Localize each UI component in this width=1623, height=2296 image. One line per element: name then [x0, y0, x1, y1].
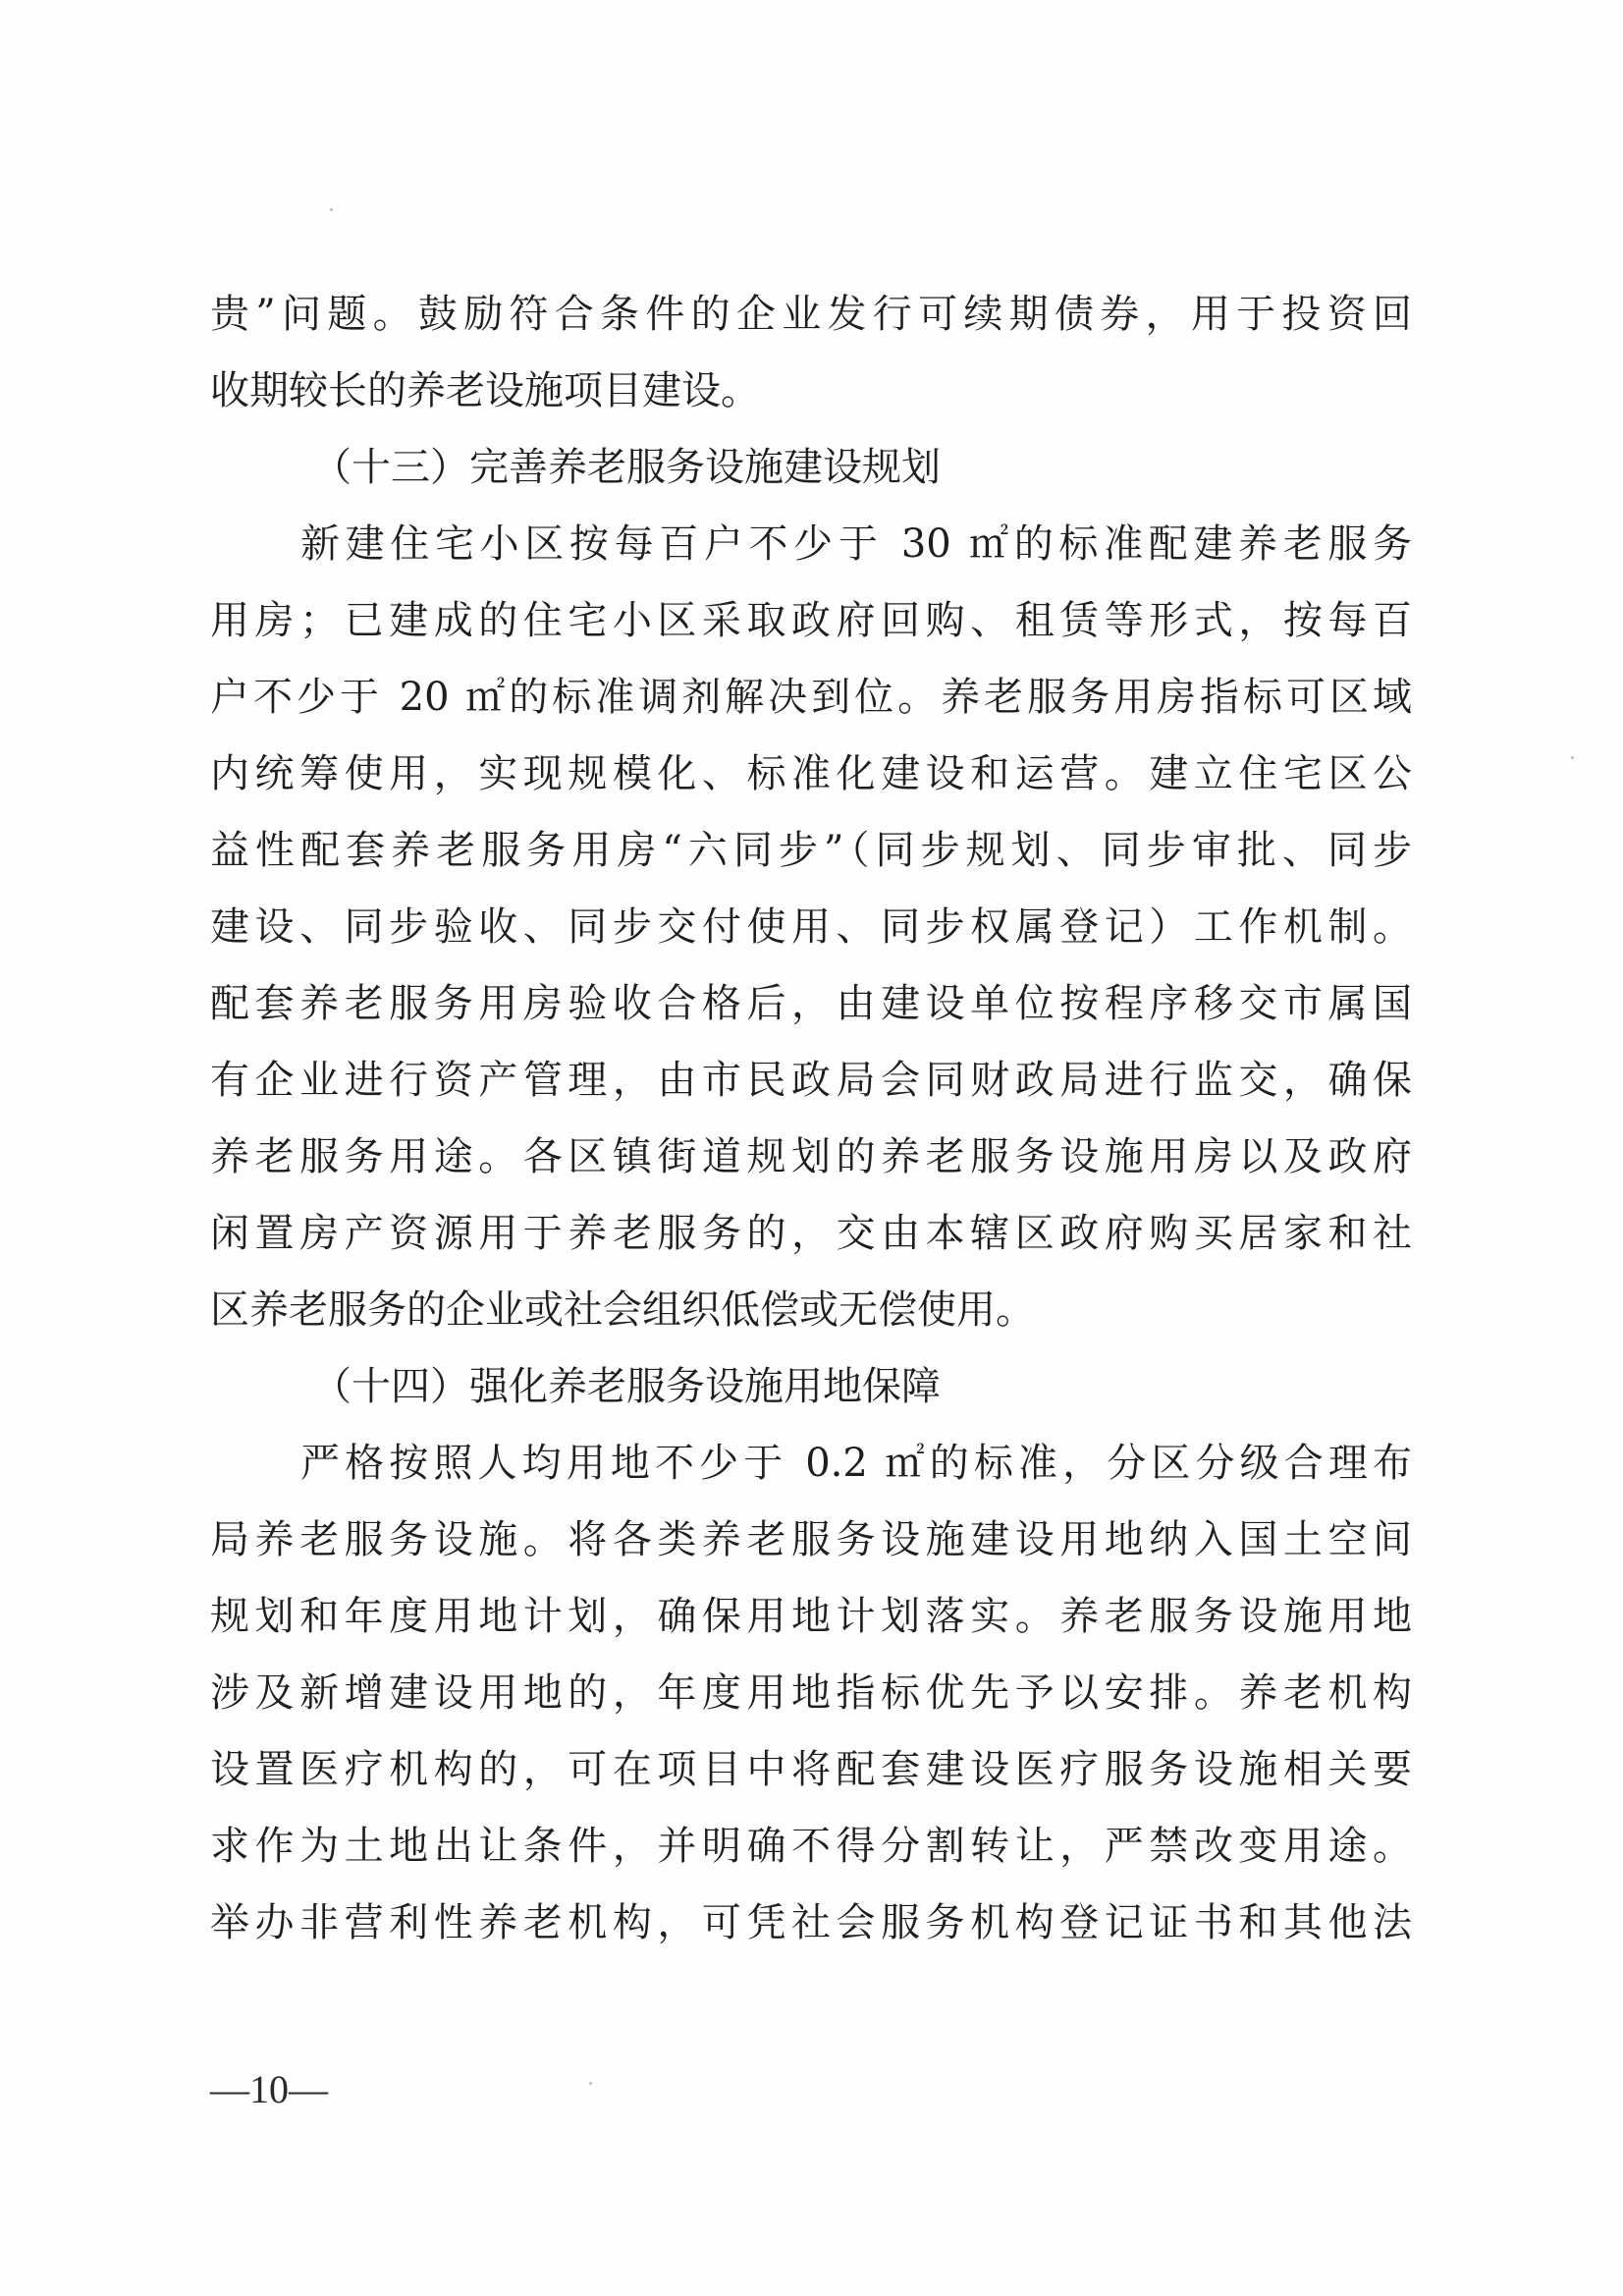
body-line: 区养老服务的企业或社会组织低偿或无偿使用。 — [210, 1287, 1035, 1333]
body-line: 规划和年度用地计划，确保用地计划落实。养老服务设施用地 — [210, 1594, 1412, 1639]
body-line: 内统筹使用，实现规模化、标准化建设和运营。建立住宅区公 — [210, 751, 1412, 796]
scan-speck — [330, 208, 333, 211]
body-line: 养老服务用途。各区镇街道规划的养老服务设施用房以及政府 — [210, 1134, 1412, 1179]
body-line: 闲置房产资源用于养老服务的，交由本辖区政府购买居家和社 — [210, 1211, 1412, 1256]
body-line: 建设、同步验收、同步交付使用、同步权属登记）工作机制。 — [210, 904, 1412, 950]
body-line: 举办非营利性养老机构，可凭社会服务机构登记证书和其他法 — [210, 1900, 1412, 1945]
body-line: 有企业进行资产管理，由市民政局会同财政局进行监交，确保 — [210, 1058, 1412, 1103]
body-line: 求作为土地出让条件，并明确不得分割转让，严禁改变用途。 — [210, 1824, 1412, 1869]
section-heading-13: （十三）完善养老服务设施建设规划 — [312, 445, 941, 490]
section-heading-14: （十四）强化养老服务设施用地保障 — [312, 1364, 941, 1409]
body-line: 局养老服务设施。将各类养老服务设施建设用地纳入国土空间 — [210, 1517, 1412, 1562]
body-line: 贵”问题。鼓励符合条件的企业发行可续期债券，用于投资回 — [210, 292, 1412, 337]
body-line: 户不少于 20 ㎡的标准调剂解决到位。养老服务用房指标可区域 — [210, 675, 1412, 720]
body-line: 涉及新增建设用地的，年度用地指标优先予以安排。养老机构 — [210, 1670, 1412, 1716]
body-line: 收期较长的养老设施项目建设。 — [210, 368, 760, 413]
paragraph-first-line: 新建住宅小区按每百户不少于 30 ㎡的标准配建养老服务 — [300, 521, 1412, 567]
body-line: 益性配套养老服务用房“六同步”（同步规划、同步审批、同步 — [210, 828, 1412, 873]
page-number: —10— — [210, 2067, 328, 2111]
body-line: 设置医疗机构的，可在项目中将配套建设医疗服务设施相关要 — [210, 1747, 1412, 1792]
paragraph-first-line: 严格按照人均用地不少于 0.2 ㎡的标准，分区分级合理布 — [300, 1441, 1412, 1486]
body-line: 配套养老服务用房验收合格后，由建设单位按程序移交市属国 — [210, 981, 1412, 1026]
scan-speck — [589, 2082, 592, 2085]
scan-speck — [1571, 756, 1574, 759]
body-line: 用房；已建成的住宅小区采取政府回购、租赁等形式，按每百 — [210, 598, 1412, 643]
